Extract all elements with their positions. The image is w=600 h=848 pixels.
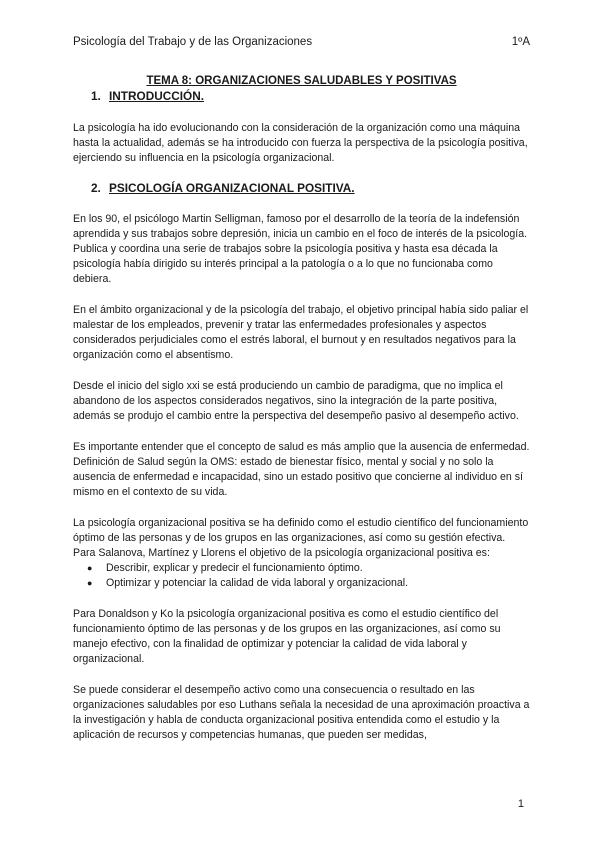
objectives-list <box>73 561 530 591</box>
section-number: 2. <box>91 181 101 195</box>
list-item <box>73 561 530 576</box>
paragraph-ambito-organizacional: En el ámbito organizacional y de la psicología del trabajo, el objetivo principal había sido paliar el malestar de los empleados, prevenir y tratar las enfermedades profesionales y aspectos considerados perjudiciales como el estrés laboral, el burnout y en resultados negativos para la organización como el absentismo. <box>73 304 529 361</box>
list-item <box>73 576 530 591</box>
paragraph-luthans: Se puede considerar el desempeño activo como una consecuencia o resultado en las organizaciones saludables por eso Luthans señala la necesidad de una aproximación proactiva a la investigación y habla de conducta organizacional positiva entendida como el estudio y la aplicación de recursos y competencias humanas, que pueden ser medidas, <box>73 684 530 741</box>
list-item-text: Optimizar y potenciar la calidad de vida laboral y organizacional. <box>106 577 409 589</box>
document-title: TEMA 8: ORGANIZACIONES SALUDABLES Y POSITIVAS <box>146 75 457 87</box>
intro-paragraph: La psicología ha ido evolucionando con la consideración de la organización como una máquina hasta la actualidad, además se ha introducido con fuerza la perspectiva de la psicología positiva, ejerciendo su influencia en la psicología organizacional. <box>73 122 528 164</box>
paragraph-definicion-pop: La psicología organizacional positiva se ha definido como el estudio científico del funcionamiento óptimo de las personas y de los grupos en las organizaciones, así como su gestión efectiva. Para Salanova, Martínez y Llorens el objetivo de la psicología organizacional positiva es: <box>73 517 529 559</box>
bullet-icon: ● <box>87 563 93 573</box>
list-item-text: Describir, explicar y predecir el funcionamiento óptimo. <box>106 562 363 574</box>
section-number: 1. <box>91 89 101 103</box>
paragraph-selligman: En los 90, el psicólogo Martin Selligman, famoso por el desarrollo de la teoría de la indefensión aprendida y sus trabajos sobre depresión, inicia un cambio en el foco de interés de la psicología. Publica y coordina una serie de trabajos sobre la psicología positiva y hasta esa década la psicología había dirigido su interés principal a la patología o a lo que no funcionaba como debiera. <box>73 213 528 285</box>
course-name: Psicología del Trabajo y de las Organizaciones <box>73 36 313 48</box>
bullet-icon: ● <box>87 578 93 588</box>
group-label: 1ºA <box>511 36 530 48</box>
page-header <box>73 36 530 52</box>
paragraph-donaldson-ko: Para Donaldson y Ko la psicología organizacional positiva es como el estudio científico del funcionamiento óptimo de las personas y de los grupos en las organizaciones, así como su manejo efectivo, con la finalidad de optimizar y potenciar la calidad de vida laboral y organizacional. <box>73 608 501 665</box>
paragraph-concepto-salud: Es importante entender que el concepto de salud es más amplio que la ausencia de enfermedad. Definición de Salud según la OMS: estado de bienestar físico, mental y social y no solo la ausencia de enfermedad e incapacidad, sino un estado positivo que concierne al individuo en sí mismo en el contexto de su vida. <box>73 441 530 498</box>
section-title: INTRODUCCIÓN. <box>109 89 205 103</box>
section-heading-psicologia-positiva <box>91 181 530 196</box>
document-body <box>73 74 530 743</box>
section-heading-introduccion <box>91 89 530 104</box>
page-number: 1 <box>517 798 524 810</box>
section-title: PSICOLOGÍA ORGANIZACIONAL POSITIVA. <box>109 181 355 195</box>
paragraph-cambio-paradigma: Desde el inicio del siglo xxi se está produciendo un cambio de paradigma, que no implica el abandono de los aspectos considerados negativos, sino la integración de la parte positiva, además se produjo el cambio entre la perspectiva del desempeño pasivo al desempeño activo. <box>73 380 519 422</box>
